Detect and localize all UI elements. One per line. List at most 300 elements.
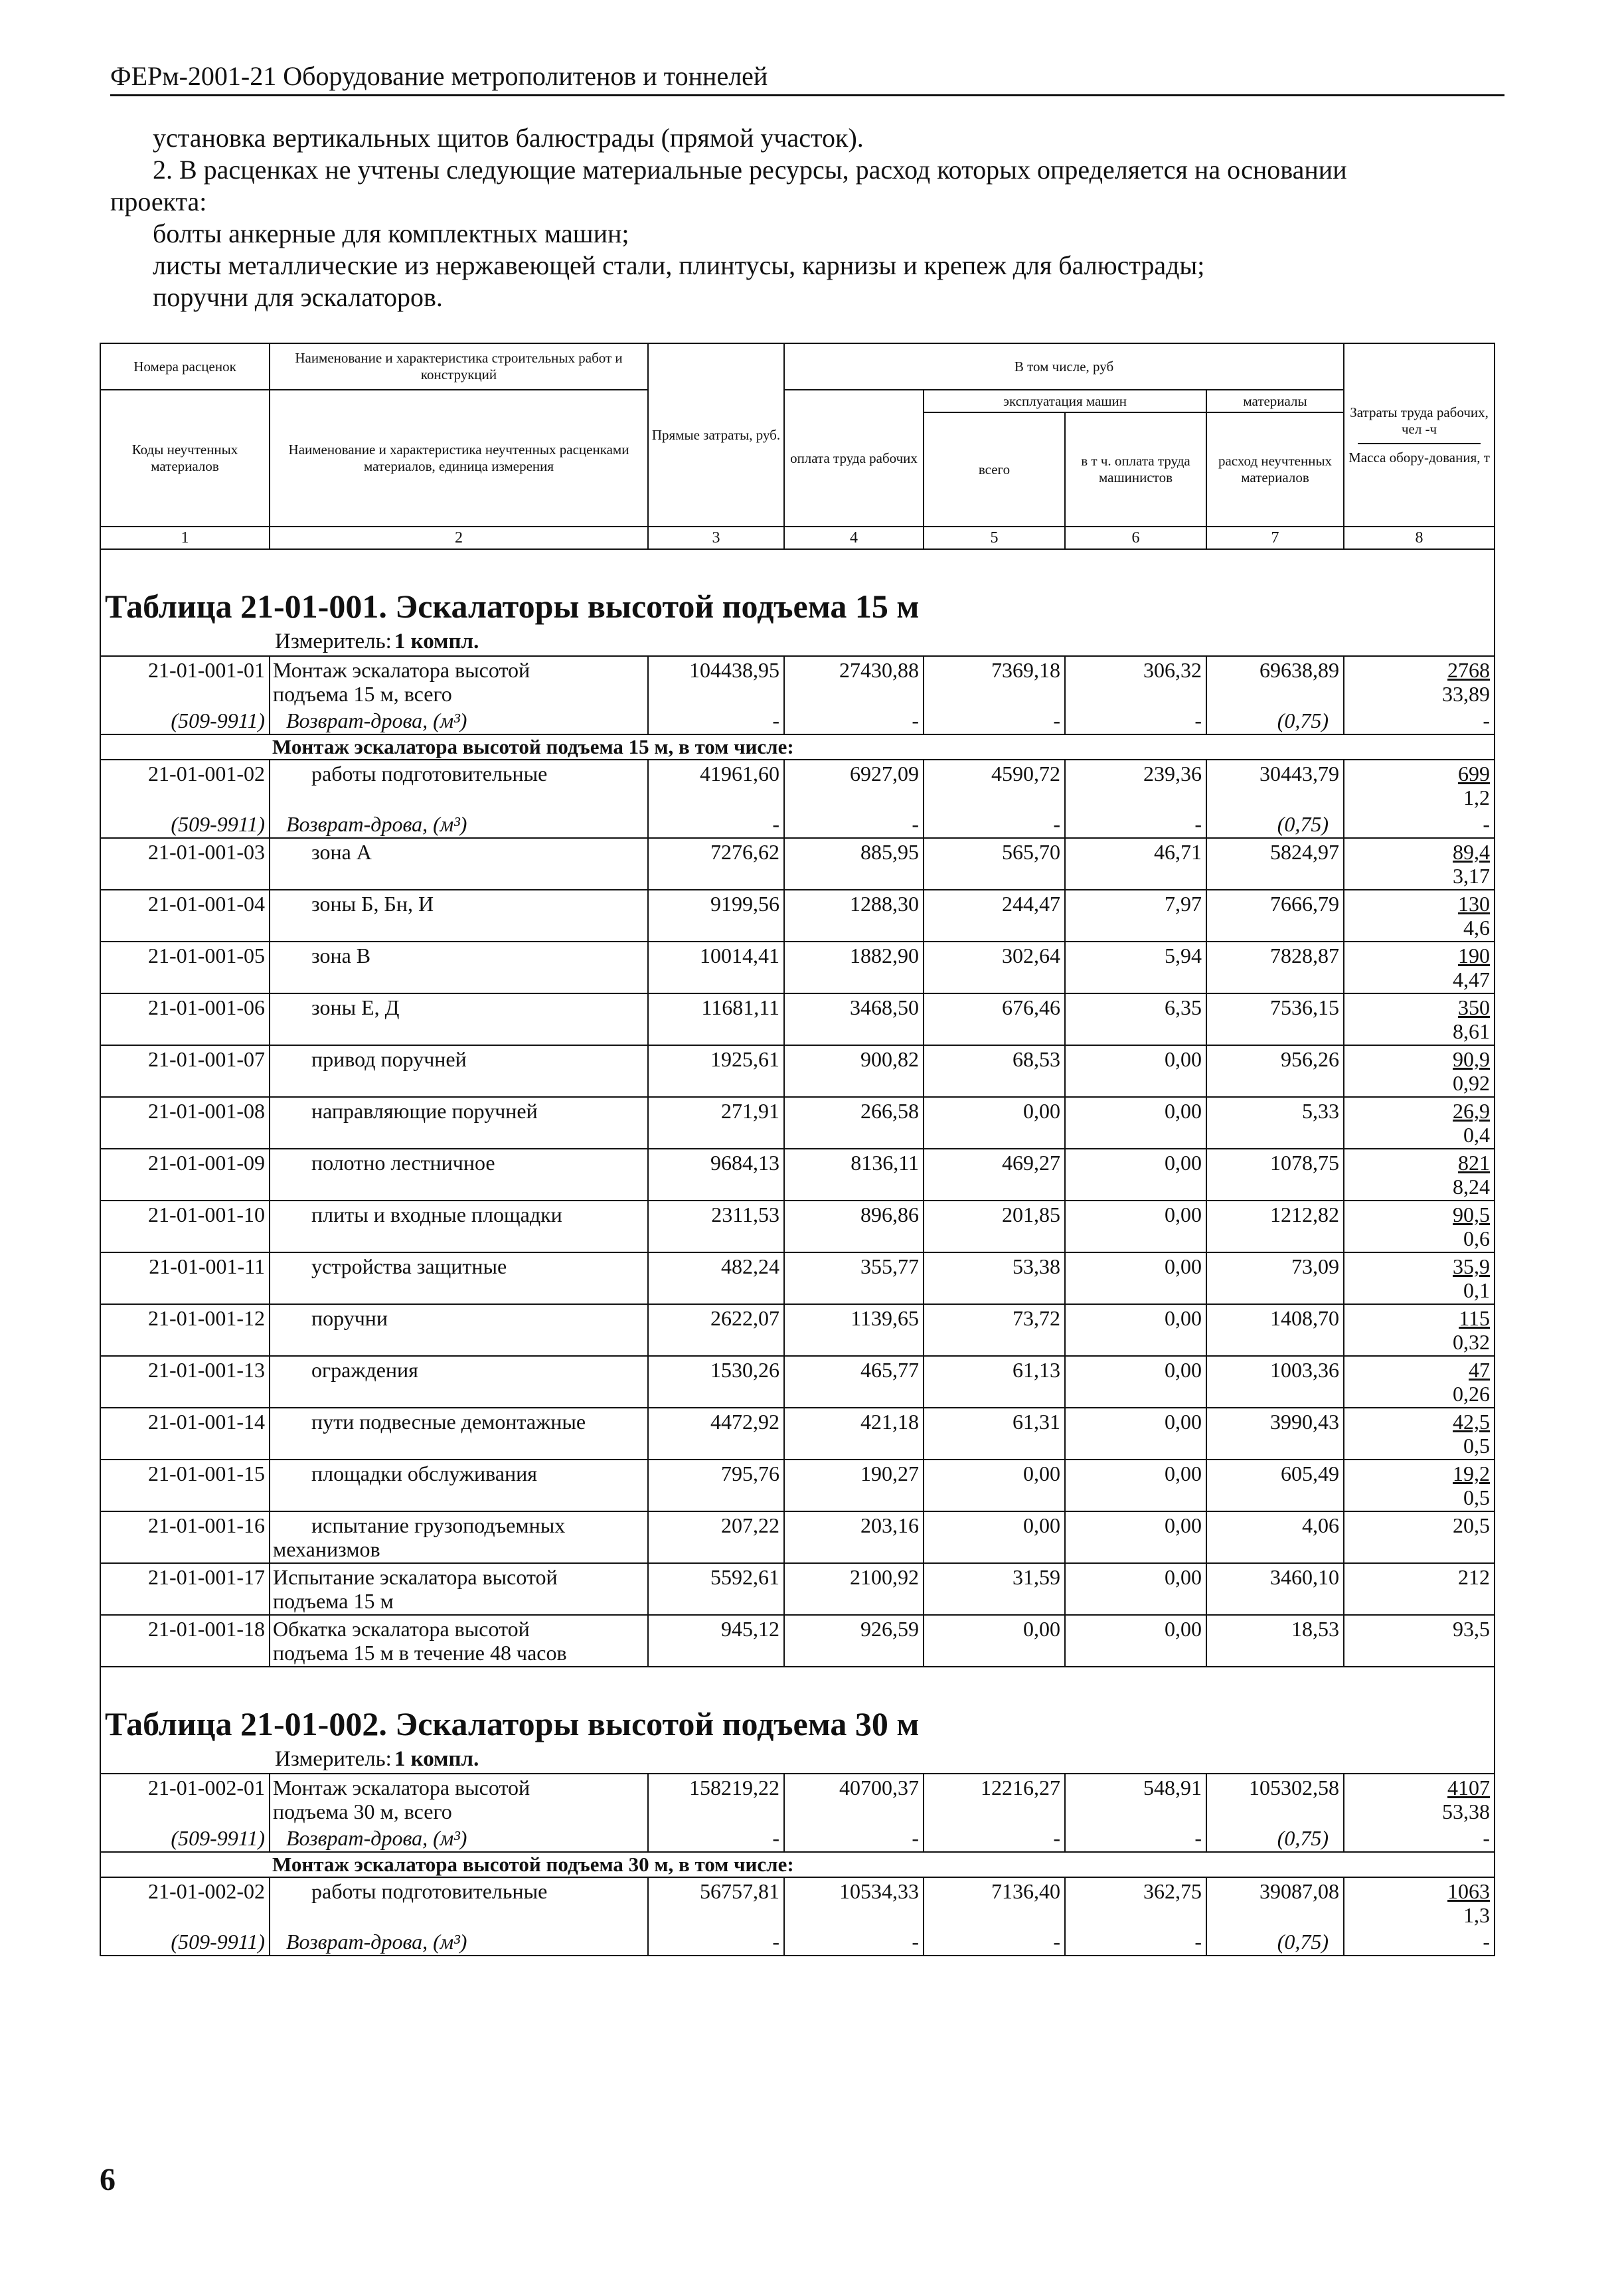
measure-row [100, 630, 1495, 656]
labor-value: 90,9 [1453, 1047, 1491, 1071]
rate-row [100, 1774, 1495, 1825]
cell-value: 0,00 [1065, 1097, 1206, 1149]
cell-value: - [1344, 1928, 1495, 1956]
cell-value: 0,00 [1065, 1201, 1206, 1252]
col-num: 3 [648, 527, 784, 549]
cell-value: - [1065, 1928, 1206, 1956]
mass-value: 0,5 [1463, 1485, 1491, 1509]
labor-mass-cell [1344, 1356, 1495, 1408]
cell-value: - [648, 1825, 784, 1852]
cell-value: 6,35 [1065, 993, 1206, 1045]
rate-name [270, 1877, 648, 1928]
cell-value: 1530,26 [648, 1356, 784, 1408]
intro-line: болты анкерные для комплектных машин; [153, 218, 629, 248]
cell-value: 10534,33 [784, 1877, 924, 1928]
running-header: ФЕРм-2001-21 Оборудование метрополитенов и тоннелей [110, 61, 1504, 96]
mass-value: 1,2 [1463, 786, 1491, 809]
rate-code: 21-01-001-09 [100, 1149, 270, 1201]
cell-value: 4472,92 [648, 1408, 784, 1460]
measure-cell [100, 630, 1495, 656]
mass-value: 0,92 [1453, 1071, 1491, 1095]
rate-row [100, 1045, 1495, 1097]
labor-value: 4107 [1447, 1776, 1491, 1800]
cell-value: 7666,79 [1206, 890, 1344, 942]
rate-code: 21-01-001-14 [100, 1408, 270, 1460]
cell-value: 7136,40 [924, 1877, 1065, 1928]
labor-mass-cell [1344, 1201, 1495, 1252]
table-title: Таблица 21-01-001. Эскалаторы высотой подъема 15 м [100, 549, 1495, 630]
measure-row [100, 1747, 1495, 1774]
cell-value: 31,59 [924, 1563, 1065, 1615]
rate-name-line: работы подготовительные [311, 762, 548, 786]
labor-value: 20,5 [1453, 1513, 1491, 1537]
material-row [100, 1825, 1495, 1852]
labor-mass-cell [1344, 1252, 1495, 1304]
cell-value: 9199,56 [648, 890, 784, 942]
cell-value: 1212,82 [1206, 1201, 1344, 1252]
rate-code: 21-01-002-01 [100, 1774, 270, 1825]
measure-cell [100, 1747, 1495, 1774]
page-number: 6 [100, 2162, 116, 2197]
labor-value: 190 [1458, 944, 1491, 967]
rate-name [270, 1774, 648, 1825]
rate-name [270, 890, 648, 942]
labor-value: 212 [1458, 1565, 1491, 1589]
cell-value: - [924, 707, 1065, 734]
labor-mass-cell [1344, 890, 1495, 942]
subheading-spacer [1344, 734, 1495, 760]
intro-line: 2. В расценках не учтены следующие материальные ресурсы, расход которых определяется на основании [153, 155, 1347, 185]
subheading-text: Монтаж эскалатора высотой подъема 30 м, в том числе: [270, 1852, 1065, 1877]
cell-value: 69638,89 [1206, 656, 1344, 707]
rate-name [270, 1097, 648, 1149]
rate-row [100, 1304, 1495, 1356]
rate-name-line: плиты и входные площадки [311, 1203, 562, 1226]
col-num: 8 [1344, 527, 1495, 549]
cell-value: 0,00 [1065, 1615, 1206, 1667]
subheading-spacer [100, 1852, 270, 1877]
intro-line: проекта: [110, 187, 207, 216]
rate-name [270, 1045, 648, 1097]
labor-mass-cell [1344, 838, 1495, 890]
cell-value: 18,53 [1206, 1615, 1344, 1667]
labor-value: 42,5 [1453, 1410, 1491, 1434]
intro-line: поручни для эскалаторов. [153, 282, 443, 312]
cell-value: 8136,11 [784, 1149, 924, 1201]
rate-name-line: подъема 30 м, всего [273, 1800, 452, 1823]
cell-value: 0,00 [924, 1511, 1065, 1563]
cell-value: 244,47 [924, 890, 1065, 942]
cell-value: 40700,37 [784, 1774, 924, 1825]
cell-value: 896,86 [784, 1201, 924, 1252]
cell-value: 271,91 [648, 1097, 784, 1149]
rate-name-line: подъема 15 м [273, 1589, 394, 1613]
cell-value: 421,18 [784, 1408, 924, 1460]
rate-name [270, 1408, 648, 1460]
cell-value: 3468,50 [784, 993, 924, 1045]
rate-name [270, 942, 648, 993]
material-name: Возврат-дрова, (м³) [270, 1825, 648, 1852]
col-head-mass: Масса обору-дования, т [1348, 449, 1490, 465]
rate-name-line: поручни [311, 1306, 388, 1330]
material-row [100, 1928, 1495, 1956]
rate-name [270, 1356, 648, 1408]
rate-name-line: Монтаж эскалатора высотой [273, 658, 530, 682]
mass-value: 8,24 [1453, 1175, 1491, 1199]
col-head-total: всего [924, 412, 1065, 527]
cell-value: 1882,90 [784, 942, 924, 993]
labor-mass-cell [1344, 1097, 1495, 1149]
mass-value: 33,89 [1442, 682, 1491, 706]
col-num: 2 [270, 527, 648, 549]
rate-row [100, 838, 1495, 890]
rate-code: 21-01-001-03 [100, 838, 270, 890]
labor-mass-cell [1344, 1149, 1495, 1201]
rate-name-line: устройства защитные [311, 1254, 507, 1278]
cell-value: 7,97 [1065, 890, 1206, 942]
measure-value: 1 компл. [394, 1747, 479, 1771]
material-name: Возврат-дрова, (м³) [270, 707, 648, 734]
rate-row [100, 1615, 1495, 1667]
rate-code: 21-01-002-02 [100, 1877, 270, 1928]
cell-value: 355,77 [784, 1252, 924, 1304]
labor-value: 93,5 [1453, 1617, 1491, 1641]
labor-mass-cell [1344, 1563, 1495, 1615]
labor-mass-cell [1344, 656, 1495, 707]
material-row [100, 811, 1495, 838]
measure-label: Измеритель: [275, 1747, 392, 1771]
cell-value: 105302,58 [1206, 1774, 1344, 1825]
subheading-spacer [1206, 734, 1344, 760]
cell-value: 239,36 [1065, 760, 1206, 811]
col-head-materials: материалы [1206, 390, 1344, 412]
cell-value: 0,00 [1065, 1511, 1206, 1563]
subheading-spacer [1344, 1852, 1495, 1877]
cell-value: - [1065, 707, 1206, 734]
cell-value: 0,00 [1065, 1408, 1206, 1460]
rates-table [100, 343, 1495, 1956]
labor-value: 1063 [1447, 1879, 1491, 1903]
labor-value: 47 [1469, 1358, 1491, 1382]
cell-value: 469,27 [924, 1149, 1065, 1201]
rate-code: 21-01-001-15 [100, 1460, 270, 1511]
col-head-labor: Затраты труда рабочих, чел -ч [1350, 404, 1489, 437]
rate-name [270, 1615, 648, 1667]
labor-value: 699 [1458, 762, 1491, 786]
labor-mass-cell [1344, 1877, 1495, 1928]
cell-value: - [1344, 707, 1495, 734]
rate-name-line: Испытание эскалатора высотой [273, 1565, 558, 1589]
rate-code: 21-01-001-12 [100, 1304, 270, 1356]
rate-code: 21-01-001-05 [100, 942, 270, 993]
col-head-direct: Прямые затраты, руб. [648, 343, 784, 527]
cell-value: - [924, 811, 1065, 838]
cell-value: 61,13 [924, 1356, 1065, 1408]
rate-code: 21-01-001-13 [100, 1356, 270, 1408]
cell-value: - [784, 1825, 924, 1852]
labor-value: 2768 [1447, 658, 1491, 682]
subheading-row [100, 734, 1495, 760]
subheading-text: Монтаж эскалатора высотой подъема 15 м, в том числе: [270, 734, 1065, 760]
labor-mass-cell [1344, 1045, 1495, 1097]
labor-value: 115 [1459, 1306, 1491, 1330]
rate-name-line: механизмов [273, 1537, 380, 1561]
cell-value: 945,12 [648, 1615, 784, 1667]
rate-name-line: Монтаж эскалатора высотой [273, 1776, 530, 1800]
cell-value: - [924, 1928, 1065, 1956]
cell-value: 53,38 [924, 1252, 1065, 1304]
rate-name-line: ограждения [311, 1358, 418, 1382]
mass-value: 8,61 [1453, 1019, 1491, 1043]
rate-row [100, 1460, 1495, 1511]
cell-value: 1078,75 [1206, 1149, 1344, 1201]
rate-name [270, 656, 648, 707]
col-head-labor-mass [1344, 343, 1495, 527]
col-head-name2: Наименование и характеристика неучтенных расценками материалов, единица измерения [270, 390, 648, 527]
cell-value: 956,26 [1206, 1045, 1344, 1097]
cell-value: 12216,27 [924, 1774, 1065, 1825]
cell-value: 7276,62 [648, 838, 784, 890]
rate-row [100, 1511, 1495, 1563]
cell-value: (0,75) [1206, 1825, 1344, 1852]
cell-value: 0,00 [1065, 1304, 1206, 1356]
rate-name [270, 1304, 648, 1356]
rate-code: 21-01-001-10 [100, 1201, 270, 1252]
cell-value: - [1065, 1825, 1206, 1852]
mass-value: 4,47 [1453, 967, 1491, 991]
cell-value: 5592,61 [648, 1563, 784, 1615]
rate-code: 21-01-001-11 [100, 1252, 270, 1304]
labor-mass-cell [1344, 1774, 1495, 1825]
cell-value: 885,95 [784, 838, 924, 890]
rate-row [100, 1877, 1495, 1928]
rate-name [270, 760, 648, 811]
intro-line: листы металлические из нержавеющей стали, плинтусы, карнизы и крепеж для балюстрады; [153, 250, 1205, 280]
cell-value: 0,00 [924, 1615, 1065, 1667]
material-code: (509-9911) [100, 1928, 270, 1956]
cell-value: 203,16 [784, 1511, 924, 1563]
cell-value: 5,94 [1065, 942, 1206, 993]
measure-value: 1 компл. [394, 630, 479, 653]
rate-name-line: зона В [311, 944, 371, 967]
cell-value: - [648, 1928, 784, 1956]
rate-name [270, 1511, 648, 1563]
cell-value: (0,75) [1206, 811, 1344, 838]
cell-value: 27430,88 [784, 656, 924, 707]
rate-row [100, 1097, 1495, 1149]
cell-value: 6927,09 [784, 760, 924, 811]
cell-value: 4,06 [1206, 1511, 1344, 1563]
mass-value: 53,38 [1442, 1800, 1491, 1823]
labor-value: 821 [1458, 1151, 1491, 1175]
cell-value: 926,59 [784, 1615, 924, 1667]
col-head-incl: В том числе, руб [784, 343, 1344, 390]
rate-name-line: работы подготовительные [311, 1879, 548, 1903]
intro-text [110, 122, 1518, 313]
cell-value: 9684,13 [648, 1149, 784, 1201]
cell-value: - [648, 811, 784, 838]
cell-value: - [784, 1928, 924, 1956]
cell-value: 68,53 [924, 1045, 1065, 1097]
cell-value: 7536,15 [1206, 993, 1344, 1045]
mass-value: 4,6 [1463, 916, 1491, 940]
cell-value: 0,00 [1065, 1460, 1206, 1511]
rate-name [270, 838, 648, 890]
intro-line: установка вертикальных щитов балюстрады (прямой участок). [153, 123, 864, 153]
rate-code: 21-01-001-04 [100, 890, 270, 942]
cell-value: 73,72 [924, 1304, 1065, 1356]
rate-name [270, 1460, 648, 1511]
cell-value: 676,46 [924, 993, 1065, 1045]
labor-value: 350 [1458, 995, 1491, 1019]
subheading-spacer [1065, 734, 1206, 760]
col-head-name1: Наименование и характеристика строительных работ и конструкций [270, 343, 648, 390]
cell-value: 2100,92 [784, 1563, 924, 1615]
cell-value: - [784, 811, 924, 838]
cell-value: 548,91 [1065, 1774, 1206, 1825]
rate-row [100, 1149, 1495, 1201]
subheading-spacer [1206, 1852, 1344, 1877]
column-numbers-row [100, 527, 1495, 549]
cell-value: 201,85 [924, 1201, 1065, 1252]
rate-name [270, 993, 648, 1045]
labor-mass-cell [1344, 1511, 1495, 1563]
cell-value: 465,77 [784, 1356, 924, 1408]
rate-name-line: зоны Е, Д [311, 995, 400, 1019]
labor-mass-cell [1344, 1460, 1495, 1511]
cell-value: 2311,53 [648, 1201, 784, 1252]
rate-row [100, 656, 1495, 707]
cell-value: 1003,36 [1206, 1356, 1344, 1408]
mass-value: 0,6 [1463, 1226, 1491, 1250]
cell-value: 266,58 [784, 1097, 924, 1149]
cell-value: (0,75) [1206, 707, 1344, 734]
labor-value: 26,9 [1453, 1099, 1491, 1123]
table-body [100, 549, 1495, 1956]
labor-mass-cell [1344, 993, 1495, 1045]
cell-value: 362,75 [1065, 1877, 1206, 1928]
labor-value: 130 [1458, 892, 1491, 916]
cell-value: 1408,70 [1206, 1304, 1344, 1356]
rate-name-line: полотно лестничное [311, 1151, 495, 1175]
col-head-machines: эксплуатация машин [924, 390, 1206, 412]
cell-value: 3460,10 [1206, 1563, 1344, 1615]
cell-value: 795,76 [648, 1460, 784, 1511]
rate-row [100, 993, 1495, 1045]
cell-value: (0,75) [1206, 1928, 1344, 1956]
cell-value: 0,00 [1065, 1563, 1206, 1615]
cell-value: - [648, 707, 784, 734]
cell-value: 104438,95 [648, 656, 784, 707]
cell-value: 482,24 [648, 1252, 784, 1304]
cell-value: 2622,07 [648, 1304, 784, 1356]
rate-name [270, 1149, 648, 1201]
cell-value: 900,82 [784, 1045, 924, 1097]
rate-name [270, 1563, 648, 1615]
col-num: 5 [924, 527, 1065, 549]
rate-name-line: зоны Б, Бн, И [311, 892, 434, 916]
rate-name-line: пути подвесные демонтажные [311, 1410, 586, 1434]
cell-value: 0,00 [1065, 1045, 1206, 1097]
rate-code: 21-01-001-07 [100, 1045, 270, 1097]
labor-mass-cell [1344, 760, 1495, 811]
col-num: 4 [784, 527, 924, 549]
labor-mass-cell [1344, 1615, 1495, 1667]
rate-code: 21-01-001-01 [100, 656, 270, 707]
mass-value: 0,1 [1463, 1278, 1491, 1302]
cell-value: - [1065, 811, 1206, 838]
measure-label: Измеритель: [275, 630, 392, 653]
cell-value: 0,00 [1065, 1252, 1206, 1304]
col-head-nums: Номера расценок [100, 343, 270, 390]
rate-row [100, 1563, 1495, 1615]
rate-row [100, 942, 1495, 993]
cell-value: 565,70 [924, 838, 1065, 890]
rate-name [270, 1201, 648, 1252]
material-code: (509-9911) [100, 707, 270, 734]
material-row [100, 707, 1495, 734]
cell-value: 5824,97 [1206, 838, 1344, 890]
rate-code: 21-01-001-18 [100, 1615, 270, 1667]
cell-value: 7828,87 [1206, 942, 1344, 993]
cell-value: 11681,11 [648, 993, 784, 1045]
mass-value: 0,4 [1463, 1123, 1491, 1147]
table-title: Таблица 21-01-002. Эскалаторы высотой подъема 30 м [100, 1667, 1495, 1747]
cell-value: - [784, 707, 924, 734]
cell-value: 0,00 [924, 1097, 1065, 1149]
rate-name-line: испытание грузоподъемных [311, 1513, 566, 1537]
material-name: Возврат-дрова, (м³) [270, 811, 648, 838]
cell-value: 190,27 [784, 1460, 924, 1511]
rate-code: 21-01-001-06 [100, 993, 270, 1045]
cell-value: 39087,08 [1206, 1877, 1344, 1928]
table-header [100, 343, 1495, 549]
labor-value: 90,5 [1453, 1203, 1491, 1226]
mass-value: 0,32 [1453, 1330, 1491, 1354]
mass-value: 0,26 [1453, 1382, 1491, 1406]
cell-value: 1139,65 [784, 1304, 924, 1356]
rate-code: 21-01-001-17 [100, 1563, 270, 1615]
cell-value: 605,49 [1206, 1460, 1344, 1511]
mass-value: 3,17 [1453, 864, 1491, 888]
cell-value: 0,00 [924, 1460, 1065, 1511]
cell-value: 207,22 [648, 1511, 784, 1563]
rate-name-line: зона А [311, 840, 372, 864]
cell-value: 0,00 [1065, 1149, 1206, 1201]
cell-value: 1925,61 [648, 1045, 784, 1097]
labor-mass-cell [1344, 942, 1495, 993]
col-num: 7 [1206, 527, 1344, 549]
cell-value: 61,31 [924, 1408, 1065, 1460]
cell-value: - [1344, 1825, 1495, 1852]
cell-value: 306,32 [1065, 656, 1206, 707]
rate-row [100, 890, 1495, 942]
labor-value: 19,2 [1453, 1462, 1491, 1485]
rate-name-line: Обкатка эскалатора высотой [273, 1617, 530, 1641]
cell-value: 10014,41 [648, 942, 784, 993]
material-code: (509-9911) [100, 811, 270, 838]
mass-value: 0,5 [1463, 1434, 1491, 1458]
cell-value: 3990,43 [1206, 1408, 1344, 1460]
table-title-row [100, 549, 1495, 630]
rate-row [100, 1201, 1495, 1252]
material-name: Возврат-дрова, (м³) [270, 1928, 648, 1956]
cell-value: 7369,18 [924, 656, 1065, 707]
cell-value: - [924, 1825, 1065, 1852]
labor-value: 89,4 [1453, 840, 1491, 864]
cell-value: 46,71 [1065, 838, 1206, 890]
rate-name-line: подъема 15 м в течение 48 часов [273, 1641, 567, 1665]
